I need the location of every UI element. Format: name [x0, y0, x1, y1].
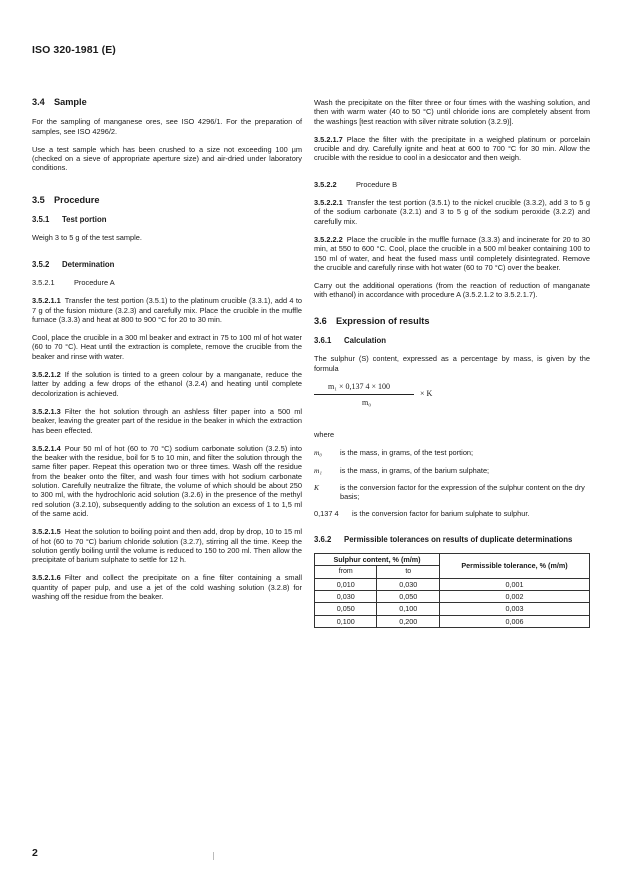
section-heading-3-6: 3.6 Expression of results	[314, 315, 430, 326]
paragraph-3-5-2-1-3: 3.5.2.1.3 Filter the hot solution through an ashless filter paper into a 500 ml beaker, leaving the greater part of the residue in the beaker in which the extraction has been effected.	[32, 406, 302, 435]
table-row: 0,100 0,200 0,006	[315, 615, 590, 627]
page-number: 2	[32, 847, 38, 859]
scan-mark	[213, 852, 214, 860]
paragraph-3-5-2-1-1: 3.5.2.1.1 Transfer the test portion (3.5.1) to the platinum crucible (3.3.1), add 4 to 7 g of the fusion mixture (3.2.3) and carefully mix. Place the crucible in the muffle furnace (3.3.3) and heat at 800 to 900 °C for 20 to 30 min.	[32, 296, 302, 324]
paragraph-3-5-2-2-1: 3.5.2.2.1 Transfer the test portion (3.5.1) to the nickel crucible (3.3.2), add 3 to 5 g of the sodium carbonate (3.2.1) and 3 to 5 g of the sodium peroxide (3.2.2) and carefully mix.	[314, 198, 590, 226]
where-label: where	[314, 429, 335, 439]
paragraph: The sulphur (S) content, expressed as a percentage by mass, is given by the formula	[314, 354, 590, 373]
paragraph-3-5-2-1-5: 3.5.2.1.5 Heat the solution to boiling point and then add, drop by drop, 10 to 15 ml of hot (60 to 70 °C) barium chloride solution (3.2.7), stirring all the time. Keep the solution gently boiling until the volume is reduced to 150 to 200 ml. Then allow the precipitate of barium sulphate to settle for 12 h.	[32, 527, 302, 565]
table-header-to: to	[377, 566, 440, 578]
section-heading-3-6-2: 3.6.2 Permissible tolerances on results of duplicate determinations	[314, 534, 573, 544]
where-item: K is the conversion factor for the expression of the sulphur content on the dry basis;	[314, 482, 585, 502]
paragraph-3-5-2-1-7: 3.5.2.1.7 Place the filter with the precipitate in a weighed platinum or porcelain crucible and dry. Carefully ignite and heat at 600 to 700 °C for 30 min. Allow the crucible with the residue to cool in a desiccator and then weigh.	[314, 134, 590, 163]
left-column	[32, 98, 302, 610]
formula-numerator: m₁ × 0,137 4 × 100	[328, 381, 391, 391]
paragraph: For the sampling of manganese ores, see ISO 4296/1. For the preparation of samples, see ISO 4296/2.	[32, 117, 302, 136]
section-heading-3-5-2-1: 3.5.2.1 Procedure A	[32, 277, 115, 287]
fraction-bar	[314, 394, 414, 395]
sulphur-formula	[314, 382, 590, 420]
section-heading-3-5-1: 3.5.1 Test portion	[32, 215, 107, 225]
table-row: 0,010 0,030 0,001	[315, 578, 590, 590]
section-heading-3-5: 3.5 Procedure	[32, 194, 100, 205]
paragraph: Use a test sample which has been crushed to a size not exceeding 100 µm (checked on a sieve of appropriate aperture size) and air-dried under laboratory conditions.	[32, 144, 302, 173]
formula-factor: × K	[420, 388, 433, 398]
tolerance-table	[314, 553, 590, 628]
table-header-from: from	[315, 566, 377, 578]
paragraph-3-5-2-1-2: 3.5.2.1.2 If the solution is tinted to a green colour by a manganate, reduce the latter by adding a few drops of the ethanol (3.2.4) and heating until complete decolorization is achieved.	[32, 370, 302, 398]
table-row: 0,030 0,050 0,002	[315, 590, 590, 602]
section-heading-3-5-2-2: 3.5.2.2 Procedure B	[314, 179, 398, 189]
where-item: m₀ is the mass, in grams, of the test portion;	[314, 448, 474, 458]
document-header: ISO 320-1981 (E)	[32, 44, 116, 56]
table-header-tolerance: Permissible tolerance, % (m/m)	[439, 554, 589, 579]
right-column	[314, 98, 590, 628]
paragraph-3-5-2-1-6: 3.5.2.1.6 Filter and collect the precipitate on a fine filter containing a small quantity of paper pulp, and use a jet of the cold washing solution (3.2.8) for washing off the residue from the beaker.	[32, 573, 302, 601]
table-row: 0,050 0,100 0,003	[315, 603, 590, 615]
where-item: m₁ is the mass, in grams, of the barium sulphate;	[314, 465, 490, 475]
formula-denominator: m₀	[362, 397, 372, 407]
paragraph: Weigh 3 to 5 g of the test sample.	[32, 233, 142, 243]
section-heading-3-5-2: 3.5.2 Determination	[32, 259, 115, 269]
paragraph: Cool, place the crucible in a 300 ml beaker and extract in 75 to 100 ml of hot water (60 to 70 °C). Heat until the extraction is complete, remove the crucible from the beaker and rinse with water.	[32, 333, 302, 361]
paragraph: Wash the precipitate on the filter three or four times with the washing solution, and then with warm water (40 to 50 °C) until chloride ions are completely absent from the washings [test reaction with silver nitrate solution (3.2.9)].	[314, 98, 590, 126]
table-header-content: Sulphur content, % (m/m)	[315, 554, 440, 566]
section-heading-3-6-1: 3.6.1 Calculation	[314, 336, 387, 346]
paragraph-3-5-2-1-4: 3.5.2.1.4 Pour 50 ml of hot (60 to 70 °C) sodium carbonate solution (3.2.5) into the beaker with the residue, boil for 5 to 10 min, and filter the solution through the same filter paper. Repeat this operation two or three times. Wash off the residue from the beaker onto the filter, and wash four times with hot sodium carbonate solution. Carefully neutralize the filtrate, the volume of which should be about 250 to 300 ml, with the hydrochloric acid solution (3.2.6) in the presence of the methyl red solution (3.2.10), subsequently adding to the solution an excess of 1 to 1,5 ml of the same acid.	[32, 443, 302, 518]
paragraph: Carry out the additional operations (from the reaction of reduction of manganate with ethanol) in accordance with procedure A (3.5.2.1.2 to 3.5.2.1.7).	[314, 281, 590, 300]
paragraph-3-5-2-2-2: 3.5.2.2.2 Place the crucible in the muffle furnace (3.3.3) and incinerate for 20 to 30 min, at 550 to 600 °C. Cool, place the crucible in a 500 ml beaker containing 100 to 150 ml of water, and heat the fused mass until completely disintegrated. Remove the crucible and carefully rinse with hot water (60 to 70 °C) over the beaker.	[314, 234, 590, 272]
where-item: 0,137 4 is the conversion factor for barium sulphate to sulphur.	[314, 509, 530, 519]
section-heading-3-4: 3.4 Sample	[32, 97, 87, 107]
